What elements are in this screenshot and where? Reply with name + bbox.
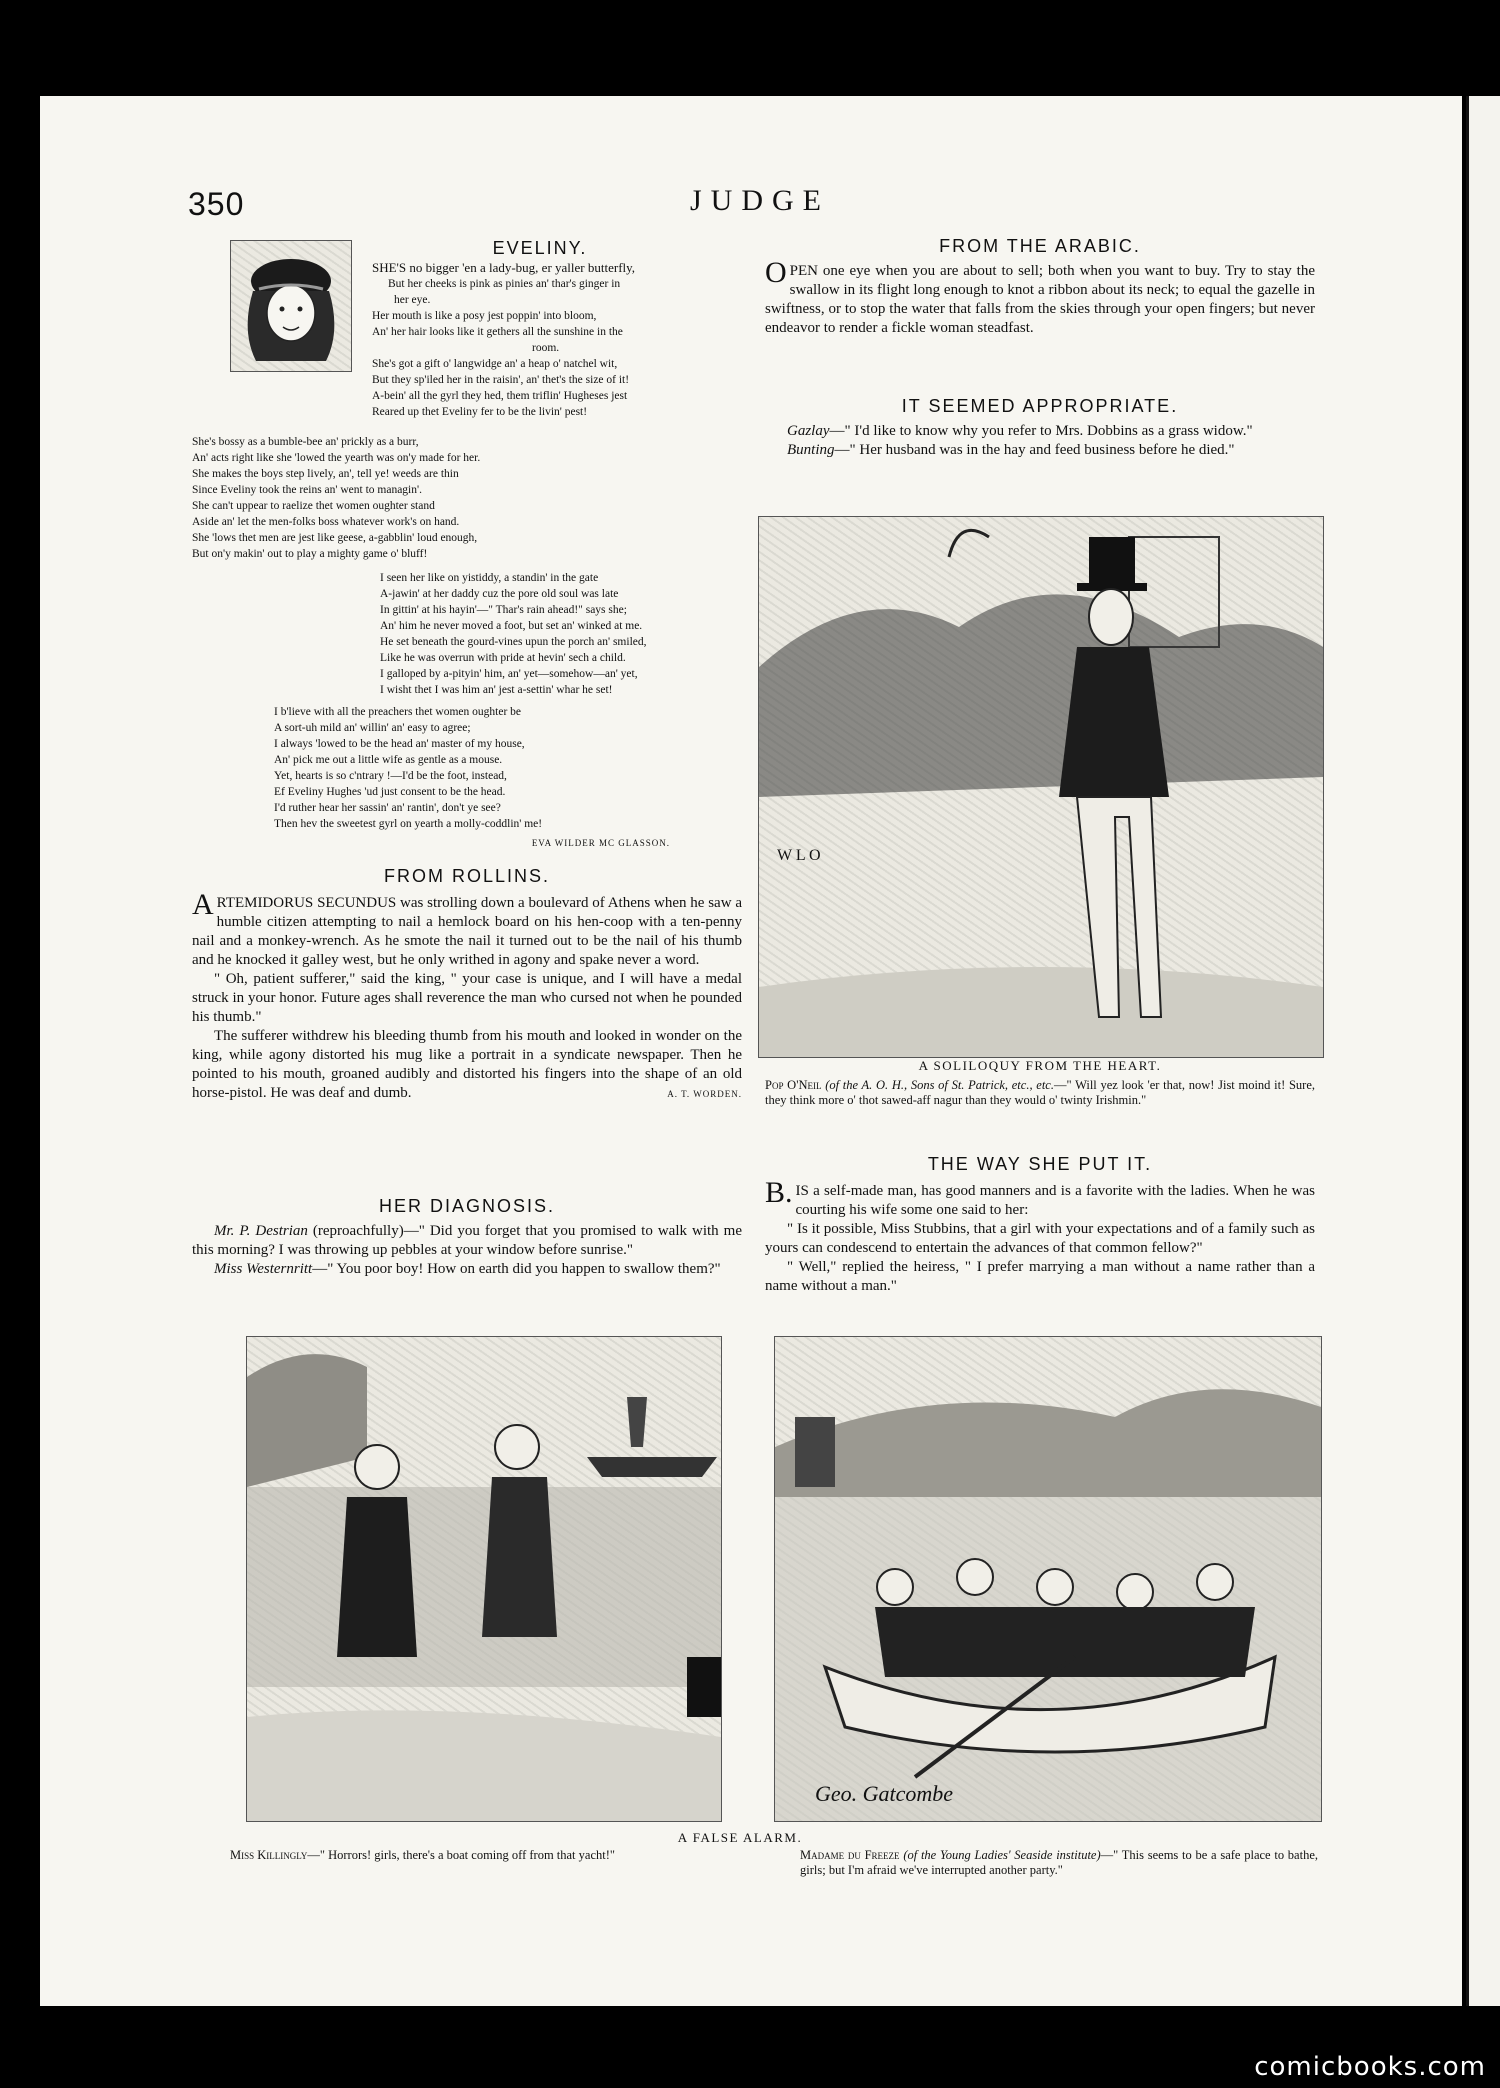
poem-line: She 'lows thet men are jest like geese, a-gabblin' loud enough, bbox=[192, 532, 478, 544]
poem-line: Since Eveliny took the reins an' went to managin'. bbox=[192, 484, 422, 496]
from-the-arabic-article bbox=[765, 256, 1315, 338]
speaker-name: Miss Westernritt bbox=[214, 1261, 313, 1277]
rowboat-illustration bbox=[774, 1336, 1322, 1822]
speaker-name: Miss Killingly bbox=[230, 1848, 308, 1862]
eveliny-stanza-2 bbox=[192, 434, 612, 562]
article-paragraph: The sufferer withdrew his bleeding thumb from his mouth and looked in wonder on the king, while agony distorted his mug like a portrait in a syndicate newspaper. Then he pointed to his mouth, groaned audibly and distorted his fingers into the shape of an old horse-pistol. He was deaf and dumb. bbox=[192, 1028, 742, 1101]
dialogue-line: —" Horrors! girls, there's a boat coming off from that yacht!" bbox=[307, 1848, 615, 1862]
magazine-title: JUDGE bbox=[690, 184, 830, 217]
soliloquy-crowd-illustration bbox=[758, 516, 1324, 1058]
drop-cap: A bbox=[192, 888, 214, 921]
drop-cap: O bbox=[765, 256, 787, 289]
speaker-name: Gazlay bbox=[787, 423, 830, 439]
poem-line: An' her hair looks like it gethers all the sunshine in the bbox=[372, 326, 623, 338]
soliloquy-caption: A SOLILOQUY FROM THE HEART. bbox=[918, 1058, 1162, 1073]
from-rollins-title: FROM ROLLINS. bbox=[383, 866, 551, 886]
dialogue-line: (reproachfully)—" Did you forget that you promised to walk with me this morning? I was throwing up pebbles at your window before sunrise." bbox=[192, 1223, 742, 1258]
poem-line: I b'lieve with all the preachers thet women oughter be bbox=[274, 706, 521, 718]
poem-line: In gittin' at his hayin'—" Thar's rain ahead!" says she; bbox=[380, 604, 627, 616]
drop-cap: B. bbox=[765, 1176, 793, 1209]
false-alarm-left-dialogue bbox=[230, 1848, 746, 1863]
poem-line: She makes the boys step lively, an', tell ye! weeds are thin bbox=[192, 468, 459, 480]
article-paragraph: IS a self-made man, has good manners and is a favorite with the ladies. When he was courting his wife some one said to her: bbox=[795, 1183, 1315, 1218]
eveliny-title: EVELINY. bbox=[492, 238, 588, 258]
poem-line: I'd ruther hear her sassin' an' rantin', don't ye see? bbox=[274, 802, 501, 814]
poem-line: I wisht thet I was him an' jest a-settin' whar he set! bbox=[380, 684, 613, 696]
article-paragraph: " Is it possible, Miss Stubbins, that a girl with your expectations and of a family such as yours can condescend to entertain the advances of that common fellow?" bbox=[765, 1221, 1315, 1256]
speaker-aside: (of the A. O. H., Sons of St. Patrick, etc., etc. bbox=[825, 1078, 1054, 1092]
poem-line: A-jawin' at her daddy cuz the pore old soul was late bbox=[380, 588, 619, 600]
the-way-she-put-it-article bbox=[765, 1176, 1315, 1296]
article-paragraph: PEN one eye when you are about to sell; both when you want to buy. Try to stay the swallow in its flight long enough to knot a ribbon about its neck; to equal the gazelle in swiftness, or to stop the water that falls from the skies through your open fingers; but never endeavor to render a fickle woman steadfast. bbox=[765, 263, 1315, 336]
poem-line: her eye. bbox=[394, 294, 431, 306]
poem-line: An' pick me out a little wife as gentle as a mouse. bbox=[274, 754, 503, 766]
speaker-aside: (of the Young Ladies' Seaside institute) bbox=[903, 1848, 1101, 1862]
facing-page-edge bbox=[1466, 96, 1500, 2006]
eveliny-author: EVA WILDER MC GLASSON. bbox=[531, 838, 670, 848]
poem-line: I always 'lowed to be the head an' master of my house, bbox=[274, 738, 525, 750]
dialogue-line: —" Will yez look 'er that, now! Jist moind it! Sure, they think more o' thot sawed-aff nagur than they would o' twinty Irishmin." bbox=[765, 1078, 1315, 1107]
poem-line: room. bbox=[532, 342, 560, 354]
dialogue-line: —" Her husband was in the hay and feed business before he died." bbox=[834, 442, 1235, 458]
eveliny-stanza-4 bbox=[274, 704, 694, 832]
rowboat-signature: Geo. Gatcombe bbox=[815, 1781, 954, 1806]
rollins-author: A. T. WORDEN. bbox=[667, 1089, 742, 1099]
dialogue-line: —" I'd like to know why you refer to Mrs. Dobbins as a grass widow." bbox=[829, 423, 1253, 439]
watermark-text: comicbooks.com bbox=[1254, 2052, 1486, 2082]
poem-line: Her mouth is like a posy jest poppin' into bloom, bbox=[372, 310, 597, 322]
bathers-running-illustration bbox=[246, 1336, 722, 1822]
poem-line: But on'y makin' out to play a mighty game o' bluff! bbox=[192, 548, 428, 560]
poem-line: Like he was overrun with pride at hevin' sech a child. bbox=[380, 652, 626, 664]
speaker-name: Mr. P. Destrian bbox=[214, 1223, 308, 1239]
speaker-name: Bunting bbox=[787, 442, 835, 458]
poem-line: He set beneath the gourd-vines upun the porch an' smiled, bbox=[380, 636, 647, 648]
her-diagnosis-title: HER DIAGNOSIS. bbox=[378, 1196, 556, 1216]
poem-line: I galloped by a-pityin' him, an' yet—somehow—an' yet, bbox=[380, 668, 638, 680]
it-seemed-appropriate-title: IT SEEMED APPROPRIATE. bbox=[901, 396, 1179, 416]
dialogue-line: —" This seems to be a safe place to bathe, girls; but I'm afraid we've interrupted another party." bbox=[800, 1848, 1319, 1877]
poem-line: Aside an' let the men-folks boss whatever work's on hand. bbox=[192, 516, 460, 528]
poem-line: SHE'S no bigger 'en a lady-bug, er yaller butterfly, bbox=[372, 260, 636, 275]
false-alarm-right-dialogue bbox=[800, 1848, 1318, 1878]
poem-line: Yet, hearts is so c'ntrary !—I'd be the foot, instead, bbox=[274, 770, 507, 782]
from-rollins-article bbox=[192, 888, 742, 1101]
page-number: 350 bbox=[188, 186, 245, 222]
article-paragraph: " Oh, patient sufferer," said the king, " your case is unique, and I will have a medal struck in your honor. Future ages shall reverence the man who cursed not when he pounded his thumb." bbox=[192, 971, 742, 1025]
poem-line: But they sp'iled her in the raisin', an' thet's the size of it! bbox=[372, 374, 630, 386]
false-alarm-caption: A FALSE ALARM. bbox=[677, 1830, 803, 1845]
eveliny-stanza-1 bbox=[372, 260, 742, 420]
eveliny-stanza-3 bbox=[380, 570, 742, 698]
poem-line: I seen her like on yistiddy, a standin' in the gate bbox=[380, 572, 599, 584]
poem-line: An' him he never moved a foot, but set an' winked at me. bbox=[380, 620, 643, 632]
poem-line: A sort-uh mild an' willin' an' easy to agree; bbox=[274, 722, 471, 734]
it-seemed-appropriate-article bbox=[765, 422, 1315, 460]
poem-line: She can't uppear to raelize thet women oughter stand bbox=[192, 500, 435, 512]
poem-line: But her cheeks is pink as pinies an' thar's ginger in bbox=[388, 278, 621, 290]
poem-line: A-bein' all the gyrl they hed, them triflin' Hugheses jest bbox=[372, 390, 628, 402]
speaker-name: Pop O'Neil bbox=[765, 1078, 822, 1092]
poem-line: Then hev the sweetest gyrl on yearth a molly-coddlin' me! bbox=[274, 818, 543, 830]
poem-line: She's got a gift o' langwidge an' a heap o' natchel wit, bbox=[372, 358, 618, 370]
soliloquy-signature: W L O bbox=[777, 847, 821, 864]
article-paragraph: " Well," replied the heiress, " I prefer marrying a man without a name rather than a name without a man." bbox=[765, 1259, 1315, 1294]
from-the-arabic-title: FROM THE ARABIC. bbox=[939, 236, 1141, 256]
poem-line: She's bossy as a bumble-bee an' prickly as a burr, bbox=[192, 436, 419, 448]
speaker-name: Madame du Freeze bbox=[800, 1848, 900, 1862]
eveliny-portrait-illustration bbox=[230, 240, 352, 372]
dialogue-line: —" You poor boy! How on earth did you happen to swallow them?" bbox=[312, 1261, 721, 1277]
soliloquy-dialogue bbox=[765, 1078, 1315, 1108]
her-diagnosis-article bbox=[192, 1222, 742, 1279]
poem-line: Reared up thet Eveliny fer to be the livin' pest! bbox=[372, 406, 588, 418]
poem-line: An' acts right like she 'lowed the yearth was on'y made for her. bbox=[192, 452, 481, 464]
poem-line: Ef Eveliny Hughes 'ud just consent to be the head. bbox=[274, 786, 506, 798]
the-way-she-put-it-title: THE WAY SHE PUT IT. bbox=[927, 1154, 1153, 1174]
article-paragraph: RTEMIDORUS SECUNDUS was strolling down a boulevard of Athens when he saw a humble citizen attempting to nail a hemlock board on his hen-coop with a ten-penny nail and a monkey-wrench. As he smote the nail it turned out to be the nail of his thumb and he knocked it galley west, but he only writhed in agony and spake never a word. bbox=[192, 895, 742, 968]
